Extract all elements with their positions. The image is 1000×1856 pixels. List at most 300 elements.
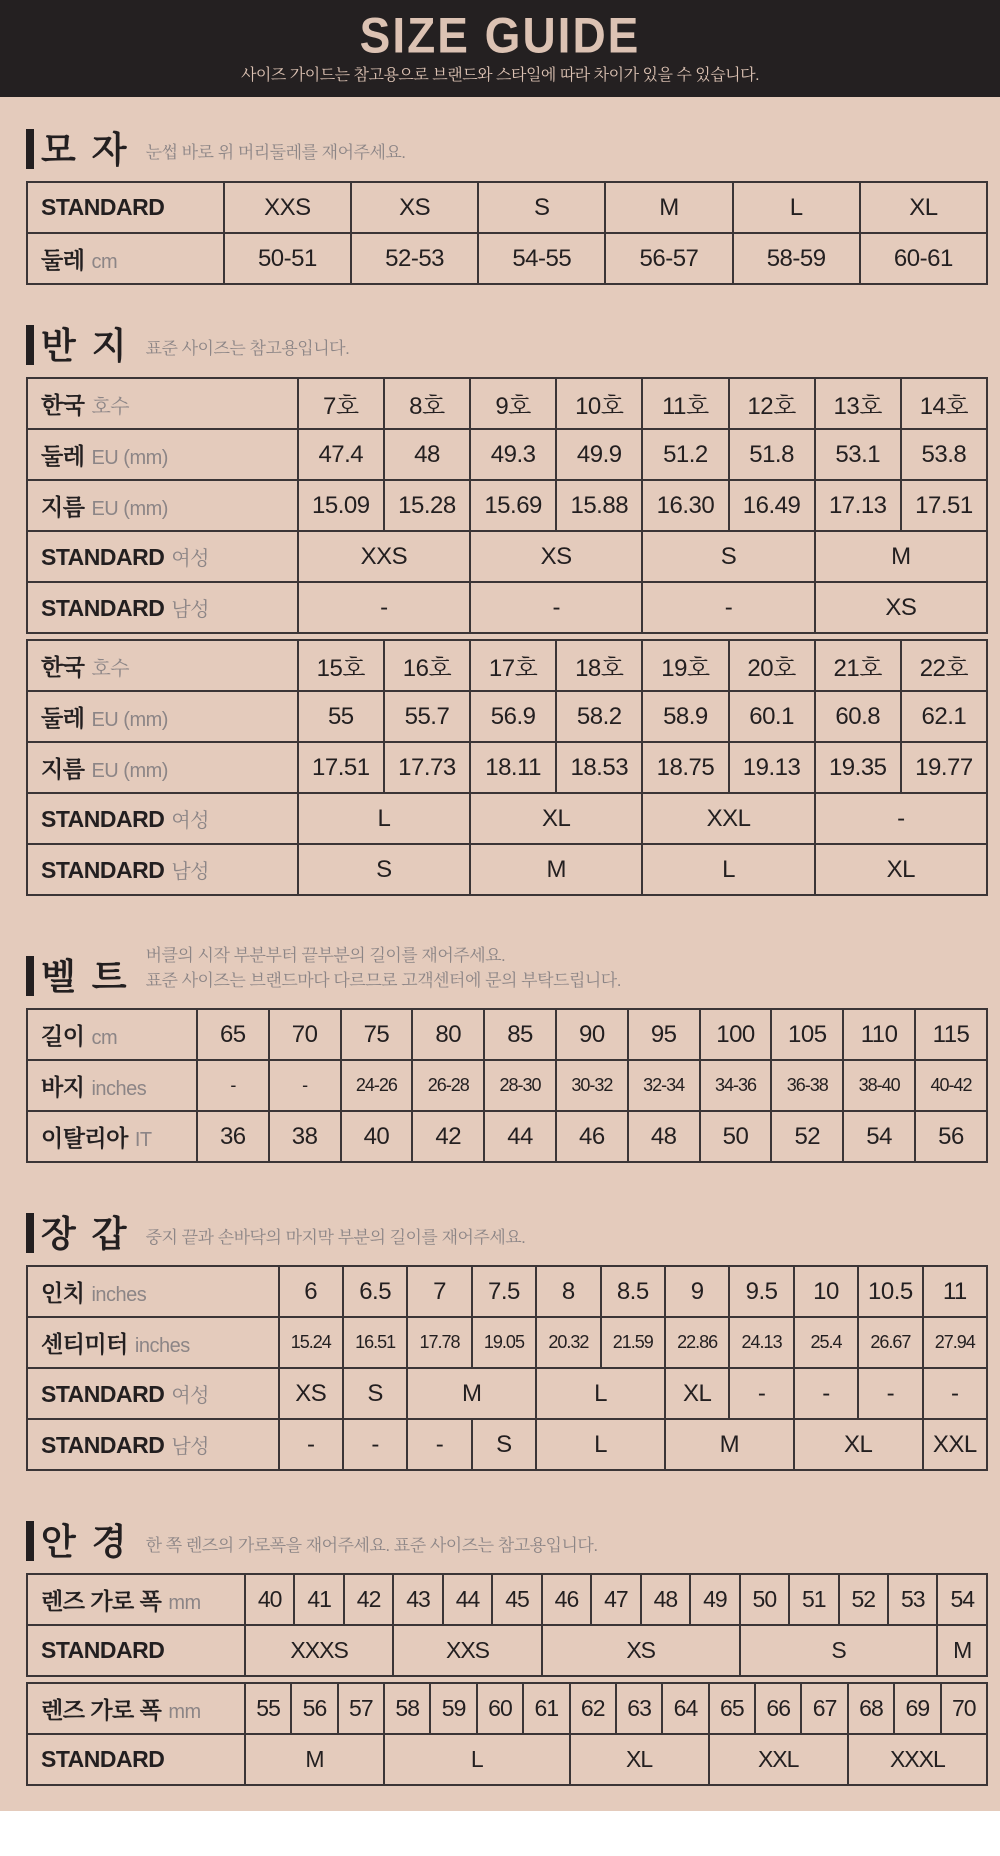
row-label-unit: EU (mm): [91, 447, 168, 469]
value-cell: 58-59: [733, 233, 860, 284]
value-cell: 19.05: [472, 1317, 536, 1368]
row-label-main: STANDARD: [41, 857, 165, 883]
value-cell: 45: [492, 1574, 541, 1625]
value-cell: 19호: [642, 640, 728, 691]
value-cell: -: [343, 1419, 407, 1470]
value-cell: 12호: [729, 378, 815, 429]
value-cell: 20.32: [536, 1317, 600, 1368]
value-cell: 60.8: [815, 691, 901, 742]
value-cell: M: [937, 1625, 987, 1676]
value-cell: 65: [709, 1683, 755, 1734]
value-cell: S: [343, 1368, 407, 1419]
row-label-main: STANDARD: [41, 1432, 165, 1459]
value-cell: 46: [542, 1574, 591, 1625]
value-cell: 70: [269, 1009, 341, 1060]
value-cell: 69: [894, 1683, 940, 1734]
value-cell: 55.7: [384, 691, 470, 742]
row-label-unit: IT: [134, 1129, 152, 1152]
value-cell: S: [642, 531, 814, 582]
value-cell: XL: [794, 1419, 923, 1470]
value-cell: XXS: [224, 182, 351, 233]
section-belt-header: [26, 944, 988, 998]
row-label-unit: inches: [91, 1078, 147, 1101]
table-row: [27, 480, 987, 531]
table-row: [27, 531, 987, 582]
row-label: [27, 1009, 197, 1060]
value-cell: 60: [477, 1683, 523, 1734]
value-cell: 40-42: [915, 1060, 987, 1111]
value-cell: 66: [755, 1683, 801, 1734]
section-subtitle: [146, 944, 621, 998]
row-label-main: STANDARD: [41, 194, 165, 220]
row-label-main: 렌즈 가로 폭: [41, 1588, 162, 1615]
value-cell: 34-36: [700, 1060, 772, 1111]
section-gloves: [0, 1207, 1000, 1471]
value-cell: 16.30: [642, 480, 728, 531]
value-cell: 55: [298, 691, 384, 742]
section-subtitle-line: 표준 사이즈는 브랜드마다 다르므로 고객센터에 문의 부탁드립니다.: [145, 970, 621, 990]
value-cell: -: [407, 1419, 471, 1470]
row-label-unit: cm: [91, 1027, 118, 1050]
value-cell: 75: [341, 1009, 413, 1060]
value-cell: 49.3: [470, 429, 556, 480]
row-label-unit: EU (mm): [91, 760, 168, 782]
value-cell: 32-34: [628, 1060, 700, 1111]
value-cell: 18.53: [556, 742, 642, 793]
row-label: [27, 1266, 279, 1317]
row-label: [27, 1060, 197, 1111]
ring-size-table-small: [26, 377, 988, 634]
value-cell: 47.4: [298, 429, 384, 480]
row-label-main: 이탈리아: [41, 1125, 128, 1152]
row-label: [27, 480, 298, 531]
page-subtitle: 사이즈 가이드는 참고용으로 브랜드와 스타일에 따라 차이가 있을 수 있습니다.: [240, 67, 760, 84]
table-row: [27, 691, 987, 742]
section-subtitle: 표준 사이즈는 참고용입니다.: [145, 339, 350, 359]
value-cell: 105: [771, 1009, 843, 1060]
row-label-unit: EU (mm): [91, 498, 168, 520]
value-cell: 16.49: [729, 480, 815, 531]
value-cell: 22.86: [665, 1317, 729, 1368]
value-cell: 42: [412, 1111, 484, 1162]
row-label-unit: 여성: [171, 810, 209, 832]
value-cell: XXL: [709, 1734, 848, 1785]
value-cell: 7.5: [472, 1266, 536, 1317]
row-label-unit: inches: [134, 1335, 190, 1358]
row-label-main: 둘레: [41, 705, 85, 731]
table-row: [27, 582, 987, 633]
value-cell: XXL: [642, 793, 814, 844]
value-cell: XXXS: [245, 1625, 393, 1676]
value-cell: 41: [294, 1574, 343, 1625]
value-cell: S: [472, 1419, 536, 1470]
table-row: [27, 378, 987, 429]
row-label-main: 한국: [41, 392, 85, 418]
value-cell: 16호: [384, 640, 470, 691]
value-cell: 10: [794, 1266, 858, 1317]
value-cell: 43: [393, 1574, 442, 1625]
value-cell: 54: [843, 1111, 915, 1162]
value-cell: 21호: [815, 640, 901, 691]
row-label: [27, 691, 298, 742]
value-cell: -: [470, 582, 642, 633]
value-cell: 15호: [298, 640, 384, 691]
value-cell: L: [642, 844, 814, 895]
row-label-unit: 남성: [171, 1436, 209, 1459]
row-label-unit: 여성: [171, 548, 209, 570]
value-cell: XS: [279, 1368, 343, 1419]
row-label-unit: inches: [91, 1284, 147, 1307]
value-cell: 110: [843, 1009, 915, 1060]
value-cell: 48: [641, 1574, 690, 1625]
table-row: [27, 1060, 987, 1111]
row-label: [27, 1419, 279, 1470]
value-cell: 17.78: [407, 1317, 471, 1368]
table-row: [27, 1111, 987, 1162]
section-glasses: [0, 1515, 1000, 1786]
row-label-unit: 호수: [91, 396, 130, 418]
value-cell: M: [815, 531, 987, 582]
value-cell: S: [740, 1625, 938, 1676]
row-label: [27, 793, 298, 844]
table-row: [27, 844, 987, 895]
value-cell: 60.1: [729, 691, 815, 742]
section-glasses-header: [26, 1515, 988, 1563]
value-cell: 15.69: [470, 480, 556, 531]
value-cell: 51.8: [729, 429, 815, 480]
value-cell: 36: [197, 1111, 269, 1162]
value-cell: 80: [412, 1009, 484, 1060]
table-row: [27, 1419, 987, 1470]
row-label: [27, 182, 224, 233]
value-cell: M: [470, 844, 642, 895]
value-cell: 6.5: [343, 1266, 407, 1317]
row-label: [27, 844, 298, 895]
row-label-main: STANDARD: [41, 544, 165, 570]
value-cell: 21.59: [601, 1317, 665, 1368]
row-label: [27, 640, 298, 691]
value-cell: 17호: [470, 640, 556, 691]
value-cell: 85: [484, 1009, 556, 1060]
table-row: [27, 1574, 987, 1625]
value-cell: 20호: [729, 640, 815, 691]
gloves-size-table: [26, 1265, 988, 1471]
value-cell: 49: [690, 1574, 739, 1625]
value-cell: 47: [591, 1574, 640, 1625]
value-cell: 90: [556, 1009, 628, 1060]
value-cell: XXS: [393, 1625, 541, 1676]
value-cell: 58.2: [556, 691, 642, 742]
value-cell: 46: [556, 1111, 628, 1162]
value-cell: 58.9: [642, 691, 728, 742]
value-cell: -: [858, 1368, 922, 1419]
table-row: [27, 1683, 987, 1734]
value-cell: 25.4: [794, 1317, 858, 1368]
value-cell: 18.11: [470, 742, 556, 793]
value-cell: 15.09: [298, 480, 384, 531]
value-cell: 64: [662, 1683, 708, 1734]
glasses-size-table-small: [26, 1573, 988, 1677]
value-cell: 56: [915, 1111, 987, 1162]
value-cell: XL: [815, 844, 987, 895]
value-cell: -: [642, 582, 814, 633]
section-subtitle-line: 버클의 시작 부분부터 끝부분의 길이를 재어주세요.: [145, 946, 506, 965]
title-bar-icon: [26, 325, 34, 365]
value-cell: L: [733, 182, 860, 233]
value-cell: 115: [915, 1009, 987, 1060]
table-row: [27, 1734, 987, 1785]
value-cell: 62.1: [901, 691, 987, 742]
value-cell: 56.9: [470, 691, 556, 742]
row-label-unit: 여성: [171, 1385, 209, 1408]
value-cell: -: [815, 793, 987, 844]
row-label-unit: 호수: [91, 658, 130, 680]
table-row: [27, 1368, 987, 1419]
table-row: [27, 1266, 987, 1317]
belt-size-table: [26, 1008, 988, 1163]
value-cell: 24.13: [729, 1317, 793, 1368]
table-row: [27, 742, 987, 793]
row-label-main: 렌즈 가로 폭: [41, 1697, 162, 1724]
value-cell: 52: [771, 1111, 843, 1162]
row-label-main: STANDARD: [41, 595, 165, 621]
value-cell: 51.2: [642, 429, 728, 480]
row-label-main: 한국: [41, 654, 85, 680]
row-label-unit: EU (mm): [91, 709, 168, 731]
value-cell: 24-26: [341, 1060, 413, 1111]
value-cell: 17.51: [298, 742, 384, 793]
value-cell: 48: [384, 429, 470, 480]
row-label: [27, 429, 298, 480]
table-row: [27, 1625, 987, 1676]
value-cell: 28-30: [484, 1060, 556, 1111]
row-label-main: STANDARD: [41, 1746, 165, 1773]
value-cell: 48: [628, 1111, 700, 1162]
value-cell: 50: [700, 1111, 772, 1162]
value-cell: 9: [665, 1266, 729, 1317]
row-label-main: 길이: [41, 1023, 85, 1050]
ring-size-table-large: [26, 639, 988, 896]
value-cell: 54: [937, 1574, 987, 1625]
row-label-main: 지름: [41, 756, 85, 782]
value-cell: 8.5: [601, 1266, 665, 1317]
section-title: 모 자: [41, 128, 130, 170]
value-cell: L: [384, 1734, 570, 1785]
section-title: 장 갑: [41, 1213, 130, 1255]
value-cell: 53: [888, 1574, 937, 1625]
row-label: [27, 1111, 197, 1162]
section-belt: [0, 944, 1000, 1163]
section-hat: [0, 123, 1000, 285]
row-label-unit: mm: [168, 1701, 201, 1724]
value-cell: 18호: [556, 640, 642, 691]
value-cell: 22호: [901, 640, 987, 691]
title-bar-icon: [26, 956, 34, 996]
value-cell: 36-38: [771, 1060, 843, 1111]
row-label: [27, 378, 298, 429]
value-cell: XS: [351, 182, 478, 233]
value-cell: 53.1: [815, 429, 901, 480]
row-label: [27, 1368, 279, 1419]
table-row: [27, 182, 987, 233]
table-row: [27, 429, 987, 480]
value-cell: M: [605, 182, 732, 233]
value-cell: 65: [197, 1009, 269, 1060]
value-cell: 26.67: [858, 1317, 922, 1368]
table-row: [27, 793, 987, 844]
value-cell: -: [923, 1368, 987, 1419]
row-label: [27, 582, 298, 633]
section-title: 벨 트: [41, 956, 130, 998]
row-label-main: 센티미터: [41, 1331, 128, 1358]
row-label: [27, 1574, 245, 1625]
value-cell: XXXL: [848, 1734, 987, 1785]
value-cell: 57: [338, 1683, 384, 1734]
row-label: [27, 1734, 245, 1785]
title-bar-icon: [26, 1213, 34, 1253]
value-cell: 52: [839, 1574, 888, 1625]
row-label: [27, 1683, 245, 1734]
value-cell: 18.75: [642, 742, 728, 793]
value-cell: L: [536, 1368, 665, 1419]
value-cell: 17.13: [815, 480, 901, 531]
value-cell: M: [665, 1419, 794, 1470]
value-cell: 13호: [815, 378, 901, 429]
value-cell: XL: [665, 1368, 729, 1419]
value-cell: 15.88: [556, 480, 642, 531]
value-cell: 26-28: [412, 1060, 484, 1111]
value-cell: 68: [848, 1683, 894, 1734]
page-header: [0, 0, 1000, 97]
value-cell: 40: [245, 1574, 294, 1625]
value-cell: -: [279, 1419, 343, 1470]
row-label-main: 인치: [41, 1280, 85, 1307]
value-cell: 52-53: [351, 233, 478, 284]
value-cell: XS: [542, 1625, 740, 1676]
value-cell: 10.5: [858, 1266, 922, 1317]
row-label-main: 바지: [41, 1074, 85, 1101]
value-cell: 9호: [470, 378, 556, 429]
row-label-main: STANDARD: [41, 806, 165, 832]
row-label-main: 지름: [41, 494, 85, 520]
row-label-main: STANDARD: [41, 1381, 165, 1408]
value-cell: 6: [279, 1266, 343, 1317]
value-cell: XS: [815, 582, 987, 633]
value-cell: 11: [923, 1266, 987, 1317]
value-cell: 53.8: [901, 429, 987, 480]
value-cell: 58: [384, 1683, 430, 1734]
value-cell: XXS: [298, 531, 470, 582]
value-cell: -: [197, 1060, 269, 1111]
value-cell: L: [536, 1419, 665, 1470]
row-label-unit: 남성: [171, 861, 209, 883]
value-cell: S: [298, 844, 470, 895]
row-label: [27, 1317, 279, 1368]
value-cell: -: [794, 1368, 858, 1419]
row-label-unit: mm: [168, 1592, 201, 1615]
value-cell: 67: [801, 1683, 847, 1734]
row-label: [27, 1625, 245, 1676]
value-cell: 63: [616, 1683, 662, 1734]
value-cell: 56-57: [605, 233, 732, 284]
value-cell: 44: [484, 1111, 556, 1162]
value-cell: 19.35: [815, 742, 901, 793]
value-cell: XL: [570, 1734, 709, 1785]
value-cell: 19.13: [729, 742, 815, 793]
table-row: [27, 1009, 987, 1060]
value-cell: 10호: [556, 378, 642, 429]
table-row: [27, 1317, 987, 1368]
value-cell: 59: [430, 1683, 476, 1734]
value-cell: 9.5: [729, 1266, 793, 1317]
value-cell: -: [729, 1368, 793, 1419]
section-ring: [0, 319, 1000, 896]
value-cell: 60-61: [860, 233, 987, 284]
section-subtitle: 눈썹 바로 위 머리둘레를 재어주세요.: [145, 143, 406, 163]
row-label: [27, 531, 298, 582]
page-title: SIZE GUIDE: [359, 6, 641, 64]
section-subtitle: 한 쪽 렌즈의 가로폭을 재어주세요. 표준 사이즈는 참고용입니다.: [145, 1535, 598, 1555]
value-cell: 70: [941, 1683, 987, 1734]
value-cell: 27.94: [923, 1317, 987, 1368]
value-cell: XL: [860, 182, 987, 233]
value-cell: 15.24: [279, 1317, 343, 1368]
value-cell: 62: [570, 1683, 616, 1734]
row-label-main: 둘레: [41, 443, 85, 469]
value-cell: 42: [344, 1574, 393, 1625]
row-label: [27, 233, 224, 284]
value-cell: 30-32: [556, 1060, 628, 1111]
value-cell: 40: [341, 1111, 413, 1162]
row-label-main: 둘레: [41, 247, 85, 273]
value-cell: 14호: [901, 378, 987, 429]
value-cell: 17.51: [901, 480, 987, 531]
value-cell: 38: [269, 1111, 341, 1162]
value-cell: 17.73: [384, 742, 470, 793]
row-label-main: STANDARD: [41, 1637, 165, 1664]
value-cell: XS: [470, 531, 642, 582]
value-cell: 100: [700, 1009, 772, 1060]
hat-size-table: [26, 181, 988, 285]
title-bar-icon: [26, 129, 34, 169]
section-hat-header: [26, 123, 988, 171]
row-label-unit: 남성: [171, 599, 209, 621]
value-cell: 95: [628, 1009, 700, 1060]
title-bar-icon: [26, 1521, 34, 1561]
table-row: [27, 640, 987, 691]
value-cell: 38-40: [843, 1060, 915, 1111]
value-cell: M: [407, 1368, 536, 1419]
value-cell: 8: [536, 1266, 600, 1317]
value-cell: 49.9: [556, 429, 642, 480]
value-cell: 16.51: [343, 1317, 407, 1368]
value-cell: 19.77: [901, 742, 987, 793]
section-title: 안 경: [41, 1521, 130, 1563]
value-cell: 7: [407, 1266, 471, 1317]
row-label: [27, 742, 298, 793]
section-title: 반 지: [41, 324, 130, 366]
section-subtitle: 중지 끝과 손바닥의 마지막 부분의 길이를 재어주세요.: [145, 1227, 526, 1247]
section-gloves-header: [26, 1207, 988, 1255]
value-cell: 54-55: [478, 233, 605, 284]
value-cell: 11호: [642, 378, 728, 429]
value-cell: 51: [789, 1574, 838, 1625]
value-cell: 8호: [384, 378, 470, 429]
value-cell: 15.28: [384, 480, 470, 531]
value-cell: -: [269, 1060, 341, 1111]
table-row: [27, 233, 987, 284]
value-cell: 50-51: [224, 233, 351, 284]
